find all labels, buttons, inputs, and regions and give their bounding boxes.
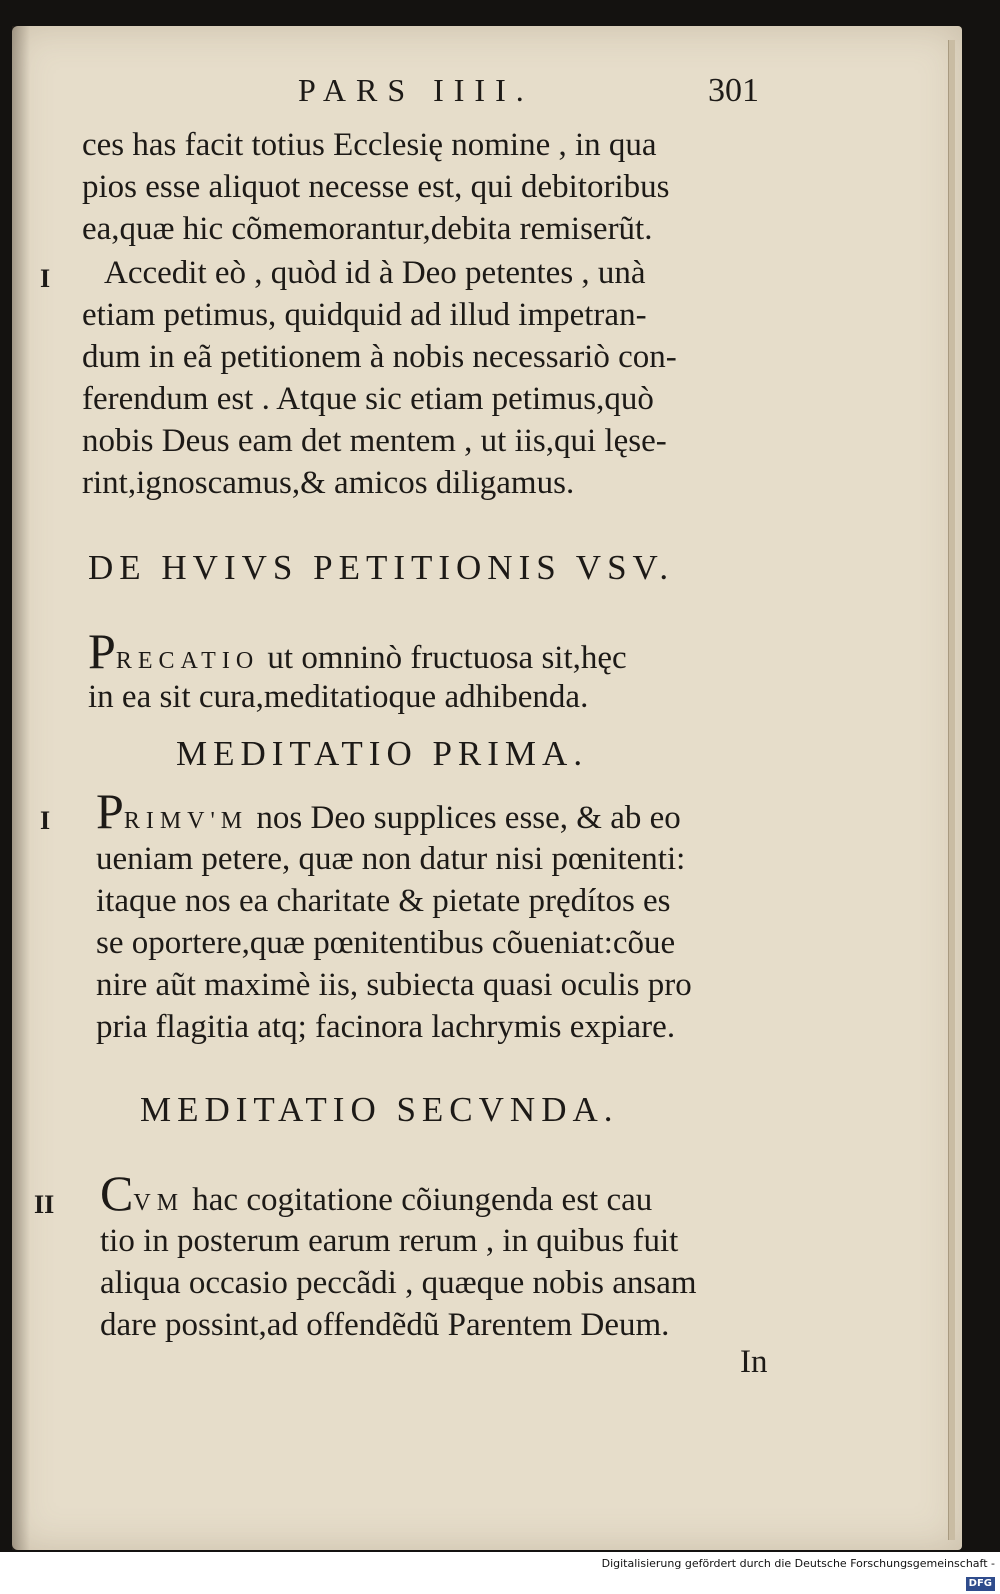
- text-line: pios esse aliquot necesse est, qui debitoribus: [82, 169, 670, 205]
- text-line: itaque nos ea charitate & pietate prędítos es: [96, 883, 671, 919]
- page-edge: [948, 40, 955, 1540]
- meditatio-heading: MEDITATIO SECVNDA.: [140, 1090, 619, 1129]
- drop-cap: P: [96, 783, 124, 839]
- text-line: pria flagitia atq; facinora lachrymis expiare.: [96, 1009, 676, 1045]
- text-line: nire aũt maximè iis, subiecta quasi oculis pro: [96, 967, 692, 1003]
- marginal-number: II: [34, 1190, 55, 1219]
- text-line: Accedit eò , quòd id à Deo petentes , unà: [104, 255, 646, 291]
- text-line: rint,ignoscamus,& amicos diligamus.: [82, 465, 575, 501]
- text-line: aliqua occasio peccãdi , quæque nobis ansam: [100, 1265, 697, 1301]
- catchword: In: [740, 1344, 768, 1380]
- text-run: nos Deo supplices esse, & ab eo: [248, 800, 681, 836]
- precatio-line: [88, 623, 627, 682]
- drop-cap: C: [100, 1165, 134, 1221]
- page-gutter-shadow: [12, 26, 30, 1550]
- text-run: ut omninò fructuosa sit,hęc: [259, 640, 627, 676]
- page-number: 301: [708, 72, 759, 109]
- marginal-number: I: [40, 806, 51, 835]
- marginal-number: I: [40, 264, 51, 293]
- text-line: nobis Deus eam det mentem , ut iis,qui lęse-: [82, 423, 667, 459]
- credit-text: Digitalisierung gefördert durch die Deutsche Forschungsgemeinschaft -: [601, 1557, 995, 1570]
- text-line: etiam petimus, quidquid ad illud impetran-: [82, 297, 647, 333]
- text-line: ueniam petere, quæ non datur nisi pœnitenti:: [96, 841, 686, 877]
- drop-cap: P: [88, 623, 116, 679]
- text-line: ferendum est . Atque sic etiam petimus,quò: [82, 381, 654, 417]
- meditatio-first-line: [100, 1165, 653, 1224]
- digitization-credit: [600, 1554, 995, 1589]
- meditatio-first-line: [96, 783, 681, 842]
- text-line: ces has facit totius Ecclesię nomine , in qua: [82, 127, 657, 163]
- text-run: hac cogitatione cõiungenda est cau: [184, 1182, 653, 1218]
- running-head: PARS IIII.: [298, 72, 534, 108]
- text-line: tio in posterum earum rerum , in quibus fuit: [100, 1223, 679, 1259]
- small-caps-word: VM: [133, 1190, 185, 1216]
- text-line: in ea sit cura,meditatioque adhibenda.: [88, 679, 589, 715]
- section-heading: DE HVIVS PETITIONIS VSV.: [88, 548, 675, 587]
- small-caps-word: RECATIO: [115, 648, 260, 674]
- text-line: dum in eã petitionem à nobis necessariò con-: [82, 339, 677, 375]
- small-caps-word: RIMV'M: [123, 808, 249, 834]
- text-line: dare possint,ad offendẽdũ Parentem Deum.: [100, 1307, 670, 1343]
- meditatio-heading: MEDITATIO PRIMA.: [176, 734, 589, 773]
- dfg-logo: DFG: [966, 1577, 995, 1591]
- text-line: se oportere,quæ pœnitentibus cõueniat:cõue: [96, 925, 676, 961]
- text-line: ea,quæ hic cõmemorantur,debita remiserũt.: [82, 211, 653, 247]
